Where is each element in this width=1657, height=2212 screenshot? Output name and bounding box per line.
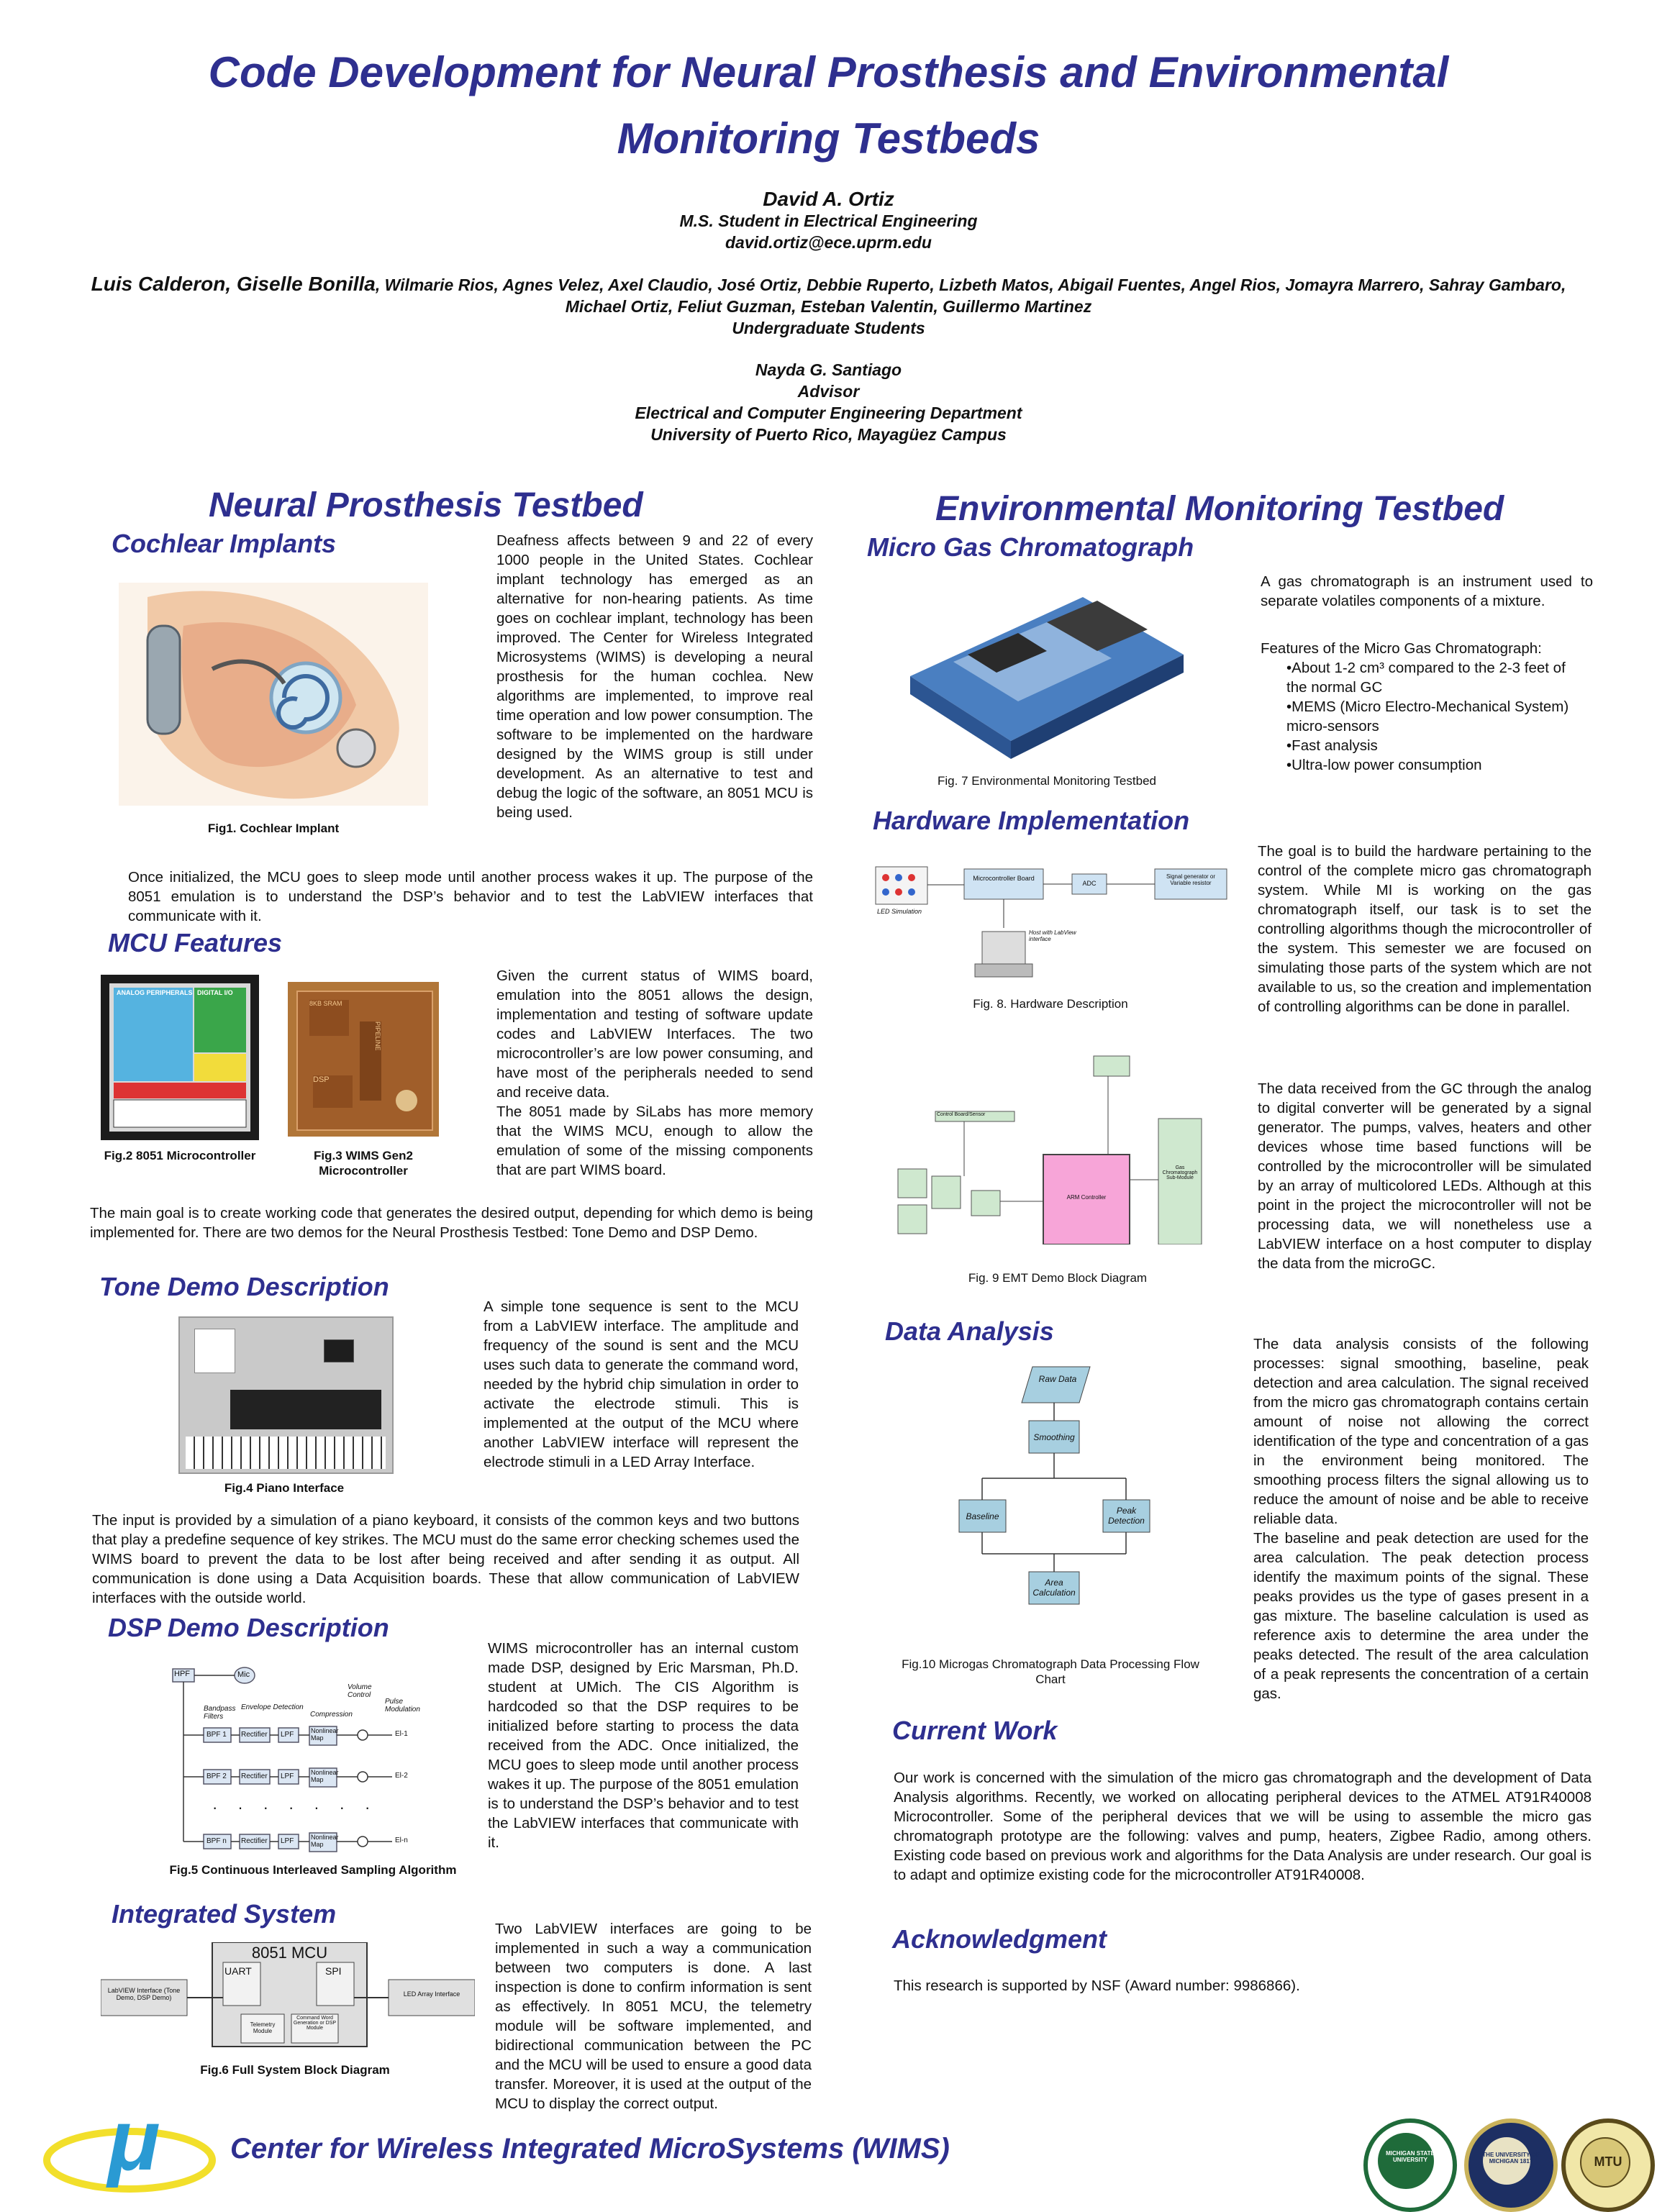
mcu-board-label: Microcontroller Board: [973, 875, 1035, 882]
title-line-1: Code Development for Neural Prosthesis and Environmental: [208, 48, 1449, 96]
flow-raw-label: Raw Data: [1038, 1374, 1077, 1384]
gc-text: A gas chromatograph is an instrument used to separate volatiles components of a mixture.: [1261, 573, 1593, 609]
fig6-caption: Fig.6 Full System Block Diagram: [200, 2063, 390, 2077]
rectifier-2-label: Rectifier: [241, 1772, 268, 1780]
cis-algorithm-figure: [169, 1662, 457, 1856]
envelope-label: Envelope Detection: [241, 1703, 304, 1711]
cochlear-implant-figure: [119, 583, 428, 806]
flow-smoothing-label: Smoothing: [1033, 1432, 1075, 1442]
advisor-role: Advisor: [797, 382, 860, 401]
rectifier-1-label: Rectifier: [241, 1731, 268, 1739]
umich-seal-text: THE UNIVERSITY OF MICHIGAN 1817: [1482, 2152, 1540, 2165]
lpf-1-label: LPF: [281, 1731, 294, 1739]
hardware-heading: Hardware Implementation: [873, 806, 1190, 835]
analysis-heading: Data Analysis: [885, 1316, 1054, 1346]
integrated-heading: Integrated System: [112, 1899, 337, 1929]
system-block-diagram: [101, 1942, 475, 2050]
university: University of Puerto Rico, Mayagüez Campus: [650, 425, 1007, 444]
map-2-label: Nonlinear Map: [311, 1769, 339, 1783]
student-list-rest: , Wilmarie Rios, Agnes Velez, Axel Claudio, José Ortiz, Debbie Ruperto, Lizbeth Matos, Abigail Fuentes, Angel Rios, Jomayra Marrero, Sahray Gambaro, Michael Ortiz, Feliut Guzman, Esteban Valentin, Guillermo Martinez: [375, 276, 1566, 316]
bpf-1-label: BPF 1: [206, 1731, 227, 1739]
gc-features-title: Features of the Micro Gas Chromatograph:: [1261, 640, 1542, 657]
fig4-caption: Fig.4 Piano Interface: [224, 1481, 345, 1495]
mtu-seal-text: MTU: [1594, 2154, 1622, 2169]
fig10-caption: Fig.10 Microgas Chromatograph Data Processing Flow Chart: [902, 1657, 1199, 1686]
chip-sram-label: 8KB SRAM: [309, 1000, 349, 1036]
fig7-caption: Fig. 7 Environmental Monitoring Testbed: [938, 774, 1156, 788]
dsp-heading: DSP Demo Description: [108, 1613, 389, 1642]
command-label: Command Word Generation or DSP Module: [293, 2016, 337, 2031]
el-2-label: El-2: [395, 1772, 408, 1780]
dsp-text: WIMS microcontroller has an internal custom made DSP, designed by Eric Marsman, Ph.D. student at UMich. The CIS Algorithm is hardcoded so that the DSP requires to be initialized before starting to process the data received from the ADC. Once initialized, the MCU goes to sleep mode until another process wakes it up. The purpose of the 8051 emulation is to understand the DSP’s behavior and to test the LabVIEW interfaces that communicate with it.: [488, 1640, 799, 1851]
hardware-text-2: The data received from the GC through the analog to digital converter will be generated by a signal generator. The pumps, valves, heaters and other devices whose time based functions will be controlled by the microcontroller will be simulated by an array of multicolored LEDs. Although at this point in the project the microcontroller will not be processing data, we will nonetheless use a LabVIEW interface on a host computer to display the data from the microGC.: [1258, 1080, 1592, 1272]
poster-title: [0, 40, 1657, 172]
fig3-caption: Fig.3 WIMS Gen2 Microcontroller: [314, 1149, 413, 1178]
chip-pipeline-label: PIPELINE: [360, 1021, 381, 1101]
ellipsis-dots: ·······: [212, 1798, 391, 1816]
fig1-caption: Fig1. Cochlear Implant: [207, 821, 340, 835]
spi-label: SPI: [325, 1965, 342, 1977]
hpf-label: HPF: [174, 1670, 190, 1678]
integrated-text: Two LabVIEW interfaces are going to be implemented in such a way a communication between two computers is done. A last inspection is done to confirm information is sent as effectively. In 8051 MCU, the telemetry module will be software implemented, and bidirectional communication between the PC and the MCU will be used to ensure a good data transfer. Moreover, it is used at the output of the MCU to display the correct output.: [495, 1921, 812, 2112]
lpf-2-label: LPF: [281, 1772, 294, 1780]
gc-feature-item: •Fast analysis: [1286, 737, 1378, 754]
fig2-caption: Fig.2 8051 Microcontroller: [104, 1149, 256, 1162]
el-1-label: El-1: [395, 1730, 408, 1738]
tone-text: A simple tone sequence is sent to the MCU from a LabVIEW interface. The amplitude and frequency of the sound is sent and the MCU uses such data to generate the command word, needed by the hybrid chip simulation in order to activate the electrode stimuli. This is implemented at the output of the MCU where another LabVIEW interface will represent the electrode stimuli in a LED Array Interface.: [484, 1298, 799, 1470]
emt-block-diagram: [892, 1050, 1223, 1244]
compression-label: Compression: [310, 1711, 353, 1719]
host-label: Host with LabView interface: [1029, 929, 1076, 942]
umich-seal: [1464, 2118, 1558, 2212]
student-list-lead: Luis Calderon, Giselle Bonilla: [91, 273, 376, 295]
footer-center: Center for Wireless Integrated MicroSystems (WIMS): [230, 2133, 950, 2165]
signal-gen-label: Signal generator or Variable resistor: [1166, 873, 1216, 886]
wims-logo-mark: μ: [108, 2092, 160, 2188]
arm-core-label: ARM Controller: [1066, 1194, 1107, 1201]
mtu-seal: [1561, 2118, 1655, 2212]
mcu-text-wide: The main goal is to create working code that generates the desired output, depending for which demo is being implemented for. There are two demos for the Neural Prosthesis Testbed: Tone Demo and DSP Demo.: [90, 1205, 813, 1241]
tone-heading: Tone Demo Description: [99, 1272, 389, 1301]
pulse-label: Pulse Modulation: [385, 1698, 420, 1713]
led-block-label: LED Array Interface: [403, 1990, 460, 1998]
telemetry-label: Telemetry Module: [250, 2021, 276, 2034]
mcu-block-label: 8051 MCU: [251, 1944, 328, 1962]
adc-label: ADC: [1082, 880, 1097, 887]
rectifier-n-label: Rectifier: [241, 1837, 268, 1845]
title-line-2: Monitoring Testbeds: [617, 114, 1040, 163]
cochlear-heading: Cochlear Implants: [112, 529, 337, 558]
bandpass-label: Bandpass Filters: [204, 1705, 236, 1721]
current-work-text: Our work is concerned with the simulation of the micro gas chromatograph and the development of Data Analysis algorithms. Recently, we worked on allocating peripheral devices to the ATMEL AT91R40008 Microcontroller. Some of the peripheral devices that we will be using to assemble the micro gas chromatograph prototype are the following: valves and pump, heaters, Zigbee Radio, among others. Existing code based on previous work and algorithms for the Data Analysis are under research. Our goal is to adapt and optimize existing code for the microcontroller AT91R40008.: [894, 1770, 1592, 1883]
cochlear-text-wide: Once initialized, the MCU goes to sleep mode until another process wakes it up. The purpose of the 8051 emulation is to understand the DSP’s behavior and to test the LabVIEW interfaces that communicate with it.: [128, 869, 813, 924]
department: Electrical and Computer Engineering Department: [635, 404, 1022, 422]
led-sim-label: LED Simulation: [877, 908, 922, 915]
gc-testbed-figure: [903, 568, 1191, 766]
ack-text: This research is supported by NSF (Award number: 9986866).: [894, 1977, 1300, 1994]
chip-dsp-label: DSP: [313, 1075, 353, 1108]
map-n-label: Nonlinear Map: [311, 1834, 339, 1848]
cochlear-text: Deafness affects between 9 and 22 of every 1000 people in the United States. Cochlear implant technology has emerged as an alternative for non-hearing patients. As time goes on cochlear implant, technology has been improved. The Center for Wireless Integrated Microsystems (WIMS) is developing a neural prosthesis for the human cochlea. New algorithms are implemented, to improve real time operation and low power consumption. The software to be implemented on the hardware designed by the WIMS group is still under development. As an alternative to test and debug the logic of the software, an 8051 MCU is being used.: [496, 532, 813, 821]
bpf-n-label: BPF n: [206, 1837, 227, 1845]
el-n-label: El-n: [395, 1836, 408, 1844]
mcu-heading: MCU Features: [108, 928, 283, 957]
lead-author-email[interactable]: david.ortiz@ece.uprm.edu: [725, 233, 932, 252]
fig9-caption: Fig. 9 EMT Demo Block Diagram: [968, 1271, 1148, 1285]
tone-text-wide: The input is provided by a simulation of a piano keyboard, it consists of the common keys and two buttons that play a predefine sequence of key strikes. The MCU must do the same error checking schemes used the WIMS board to prevent the data to be lost after being received and after sending it as output. All communication is done using a Data Acquisition boards. These that allow communication of LabVIEW interfaces with the outside world.: [92, 1512, 799, 1606]
chip-digital-label: DIGITAL I/O: [197, 989, 233, 996]
environmental-heading: Environmental Monitoring Testbed: [935, 490, 1504, 528]
control-board-label: Control Board/Sensor: [937, 1112, 986, 1117]
lead-author-name: David A. Ortiz: [763, 188, 894, 210]
uart-label: UART: [224, 1965, 252, 1977]
fig8-caption: Fig. 8. Hardware Description: [973, 997, 1128, 1011]
hardware-description-figure: [874, 863, 1234, 982]
gc-features-list: [1286, 658, 1589, 775]
fig5-caption: Fig.5 Continuous Interleaved Sampling Algorithm: [169, 1863, 457, 1877]
8051-chip-figure: [101, 975, 259, 1140]
author-block: [86, 188, 1571, 445]
ack-heading: Acknowledgment: [892, 1924, 1107, 1954]
volume-label: Volume Control: [348, 1683, 372, 1699]
hardware-text-1: The goal is to build the hardware pertaining to the control of the complete micro gas chromatograph system. While MI is working on the gas chromatograph itself, our task is to set the controlling algorithms though the microcontroller of the system. This semester we are focused on simulating those parts of the system which are not available to us, so the creation and implementation of controlling algorithms can be done in parallel.: [1258, 843, 1592, 1015]
msu-seal: [1363, 2118, 1457, 2212]
lpf-n-label: LPF: [281, 1837, 294, 1845]
neural-heading: Neural Prosthesis Testbed: [209, 486, 643, 524]
students-role: Undergraduate Students: [732, 319, 925, 337]
chip-analog-label: ANALOG PERIPHERALS: [117, 989, 193, 996]
flow-peak-label: Peak Detection: [1108, 1506, 1145, 1526]
msu-seal-text: MICHIGAN STATE UNIVERSITY: [1386, 2150, 1435, 2163]
gc-feature-item: •About 1-2 cm³ compared to the 2-3 feet of the normal GC: [1286, 660, 1566, 696]
gc-feature-item: •Ultra-low power consumption: [1286, 757, 1482, 773]
flow-baseline-label: Baseline: [966, 1511, 999, 1521]
gc-feature-item: •MEMS (Micro Electro-Mechanical System) micro-sensors: [1286, 698, 1569, 734]
wims-gen2-chip-figure: [288, 982, 439, 1137]
mic-label: Mic: [237, 1670, 250, 1679]
student-list: [86, 273, 1571, 317]
map-1-label: Nonlinear Map: [311, 1727, 339, 1742]
piano-interface-figure: [178, 1316, 394, 1474]
analysis-text: The data analysis consists of the following processes: signal smoothing, baseline, peak detection and area calculation. The signal received from the micro gas chromatograph contains certain amount of noise not allowing the correct identification of the type and concentration of a gas in the environment being monitored. The smoothing process filters the signal allowing us to reduce the amount of noise and be able to receive reliable data. The baseline and peak detection are used for the area calculation. The peak detection process identify the maximum points of the signal. These peaks provides us the type of gases present in a gas mixture. The baseline calculation is used as reference axis to determine the area under the peaks detected. The result of the area calculation of a peak represents the concentration of a certain gas.: [1253, 1336, 1589, 1702]
labview-block-label: LabVIEW Interface (Tone Demo, DSP Demo): [107, 1987, 181, 2001]
mcu-text: Given the current status of WIMS board, emulation into the 8051 allows the design, implementation and testing of software update codes and LabVIEW Interfaces. The two microcontroller’s are low power consuming, and have most of the peripherals needed to send and receive data. The 8051 made by SiLabs has more memory that the WIMS MCU, enough to allow the emulation of some of the missing components that are part WIMS board.: [496, 968, 813, 1178]
current-work-heading: Current Work: [892, 1716, 1058, 1745]
flow-area-label: Area Calculation: [1032, 1578, 1076, 1598]
lead-author-role: M.S. Student in Electrical Engineering: [679, 211, 978, 230]
data-flow-chart: [953, 1363, 1155, 1622]
gc-heading: Micro Gas Chromatograph: [867, 532, 1194, 562]
gc-submodule-label: Gas Chromatograph Sub-Module: [1162, 1165, 1198, 1180]
bpf-2-label: BPF 2: [206, 1772, 227, 1780]
wims-logo: [43, 2092, 230, 2194]
advisor-name: Nayda G. Santiago: [755, 360, 902, 379]
